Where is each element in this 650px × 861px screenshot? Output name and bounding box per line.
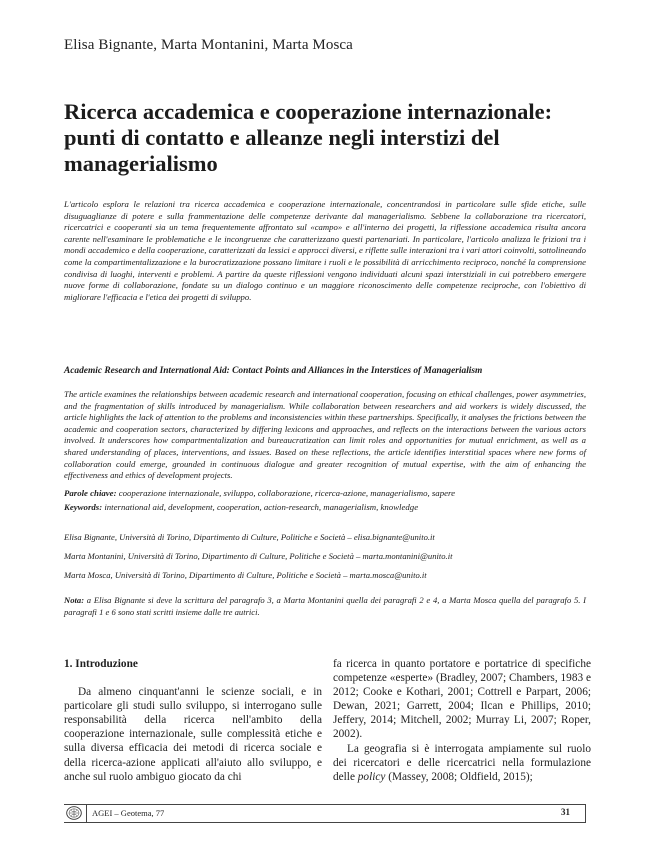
body-paragraph: Da almeno cinquant'anni le scienze sociali, e in particolare gli studi sullo sviluppo, si interrogano sulle responsabilità della ricerca nell'ambito della cooperazione internazionale, sulle complessità etiche e sulla diversa efficacia dei metodi di ricerca sociale e della ricerca-azione applicati all'aiuto allo sviluppo, e anche sul ruolo ambiguo giocato da chi: [64, 686, 322, 783]
footer-divider: [86, 804, 87, 822]
note-label: Nota:: [64, 595, 85, 605]
keywords-italian-label: Parole chiave:: [64, 488, 117, 498]
affiliation-montanini: Marta Montanini, Università di Torino, Dipartimento di Culture, Politiche e Società – marta.montanini@unito.it: [64, 551, 453, 561]
article-title: Ricerca accademica e cooperazione internazionale: punti di contatto e alleanze negli interstizi del managerialismo: [64, 99, 553, 176]
keywords-english: [64, 502, 586, 513]
keywords-italian: [64, 488, 586, 499]
footer-rule-bottom: [64, 822, 586, 823]
body-paragraph: fa ricerca in quanto portatore e portatrice di specifiche competenze «esperte» (Bradley, 2007; Chambers, 1983 e 2012; Cooke e Kothari, 2001; Cottrell e Parpart, 2006; Dewan, 2021; Garrett, 2004; Ilcan e Phillips, 2010; Jeffery, 2014; Mitchell, 2002; Murray Li, 2007; Roper, 2002).: [333, 658, 591, 741]
footer-rule-top: [64, 804, 586, 805]
body-paragraph: [333, 742, 591, 784]
footer-journal: AGEI – Geotema, 77: [92, 808, 165, 818]
note-text: a Elisa Bignante si deve la scrittura del paragrafo 3, a Marta Montanini quella dei paragrafi 2 e 4, a Marta Mosca quella del paragrafo 5. I paragrafi 1 e 6 sono stati scritti insieme dalle tre autrici.: [64, 595, 586, 617]
authorship-note: [64, 595, 586, 618]
abstract-english: The article examines the relationships between academic research and international cooperation, focusing on ethical challenges, power asymmetries, and the fragmentation of skills introduced by managerialism. While collaboration between researchers and aid workers is widely discussed, the article highlights the lack of attention to the problems and inconsistencies within these partnerships. Specifically, it analyses the frictions between the academic and cooperation sectors, characterized by differing lexicons and approaches, and reflects on the interactions between the various actors involved. It underscores how compartmentalization and bureaucratization can limit roles and opportunities for mutual enrichment, as well as a shared understanding of places, interventions, and issues. Based on these reflections, the article identifies interstitial spaces where new forms of collaboration could emerge, grounded in continuous dialogue and greater recognition of mutual expertise, with the aim of enhancing the effectiveness and ethics of development projects.: [64, 389, 586, 481]
body-text: La geografia si è interrogata ampiamente sul ruolo dei ricercatori e delle ricercatrici nella formulazione delle: [333, 742, 591, 783]
policy-term: policy: [357, 770, 386, 783]
body-column-left: [64, 657, 322, 784]
footer-divider: [585, 804, 586, 822]
body-column-right: [333, 657, 591, 784]
keywords-english-list: international aid, development, cooperation, action-research, managerialism, knowledge: [104, 502, 419, 512]
body-text: (Massey, 2008; Oldfield, 2015);: [385, 770, 533, 783]
section-heading: 1. Introduzione: [64, 658, 138, 670]
agei-seal-icon: [66, 806, 82, 820]
english-title: Academic Research and International Aid: Contact Points and Alliances in the Interstices of Managerialism: [64, 366, 483, 376]
keywords-english-label: Keywords:: [64, 502, 103, 512]
keywords-italian-list: cooperazione internazionale, sviluppo, collaborazione, ricerca-azione, managerialismo, sapere: [118, 488, 456, 498]
page-number: 31: [561, 807, 570, 817]
affiliation-mosca: Marta Mosca, Università di Torino, Dipartimento di Culture, Politiche e Società – marta.mosca@unito.it: [64, 570, 427, 580]
running-header-authors: Elisa Bignante, Marta Montanini, Marta Mosca: [64, 37, 353, 53]
affiliation-bignante: Elisa Bignante, Università di Torino, Dipartimento di Culture, Politiche e Società – elisa.bignante@unito.it: [64, 532, 435, 542]
abstract-italian: L'articolo esplora le relazioni tra ricerca accademica e cooperazione internazionale, concentrandosi in particolare sulle sfide etiche, sulle disuguaglianze di potere e sulla frammentazione delle competenze derivante dal managerialismo. Sebbene la collaborazione tra ricercatori, ricercatrici e cooperanti sia un tema frequentemente affrontato sul «campo» e all'interno dei progetti, la riflessione accademica risulta ancora carente nell'esaminare le problematiche e le incongruenze che caratterizzano questi partenariati. In particolare, l'articolo analizza le frizioni tra i mondi accademico e della cooperazione, caratterizzati da lessici e approcci diversi, e riflette sulle interazioni tra i vari attori coinvolti, sottolineando come la compartimentalizzazione e la burocratizzazione possano limitare i ruoli e le possibilità di arricchimento reciproco, nonché la comprensione condivisa di luoghi, interventi e problemi. A partire da queste riflessioni vengono individuati alcuni spazi interstiziali in cui potrebbero emergere nuove forme di collaborazione, fondate su un dialogo continuo e un maggiore riconoscimento delle competenze reciproche, con l'obiettivo di migliorare l'efficacia e l'etica dei progetti di sviluppo.: [64, 199, 586, 302]
